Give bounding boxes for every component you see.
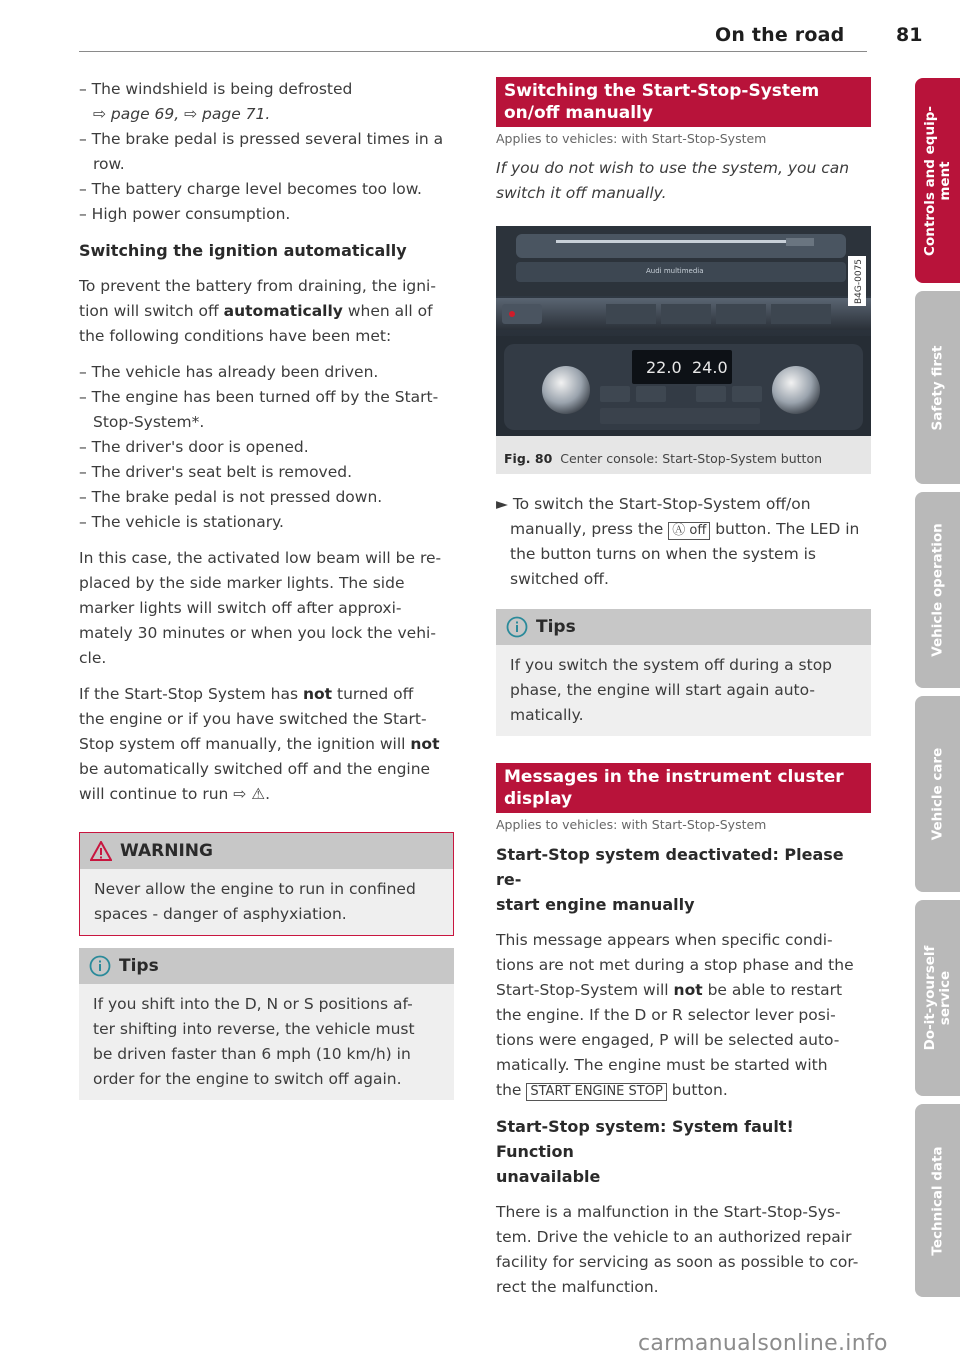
paragraph-line: tions were engaged, P will be selected auto- bbox=[496, 1031, 840, 1049]
paragraph-line: marker lights will switch off after approxi- bbox=[79, 599, 402, 617]
svg-text:22.0: 22.0 bbox=[646, 358, 682, 377]
tab-vehicle-operation[interactable]: Vehicle operation bbox=[915, 492, 960, 688]
tips-box-right bbox=[496, 609, 871, 736]
warning-text-line: spaces - danger of asphyxiation. bbox=[94, 905, 347, 923]
start-engine-stop-key: START ENGINE STOP bbox=[526, 1083, 666, 1101]
figure-80 bbox=[496, 226, 871, 474]
list-item: – The brake pedal is not pressed down. bbox=[79, 488, 383, 506]
tips-text-line: matically. bbox=[510, 706, 584, 724]
tips-title: Tips bbox=[119, 956, 159, 976]
paragraph-line: This message appears when specific condi- bbox=[496, 931, 833, 949]
applies-note: Applies to vehicles: with Start-Stop-System bbox=[496, 817, 767, 832]
tips-box bbox=[79, 948, 454, 1100]
tips-text-line: phase, the engine will start again auto- bbox=[510, 681, 815, 699]
tips-text-line: If you shift into the D, N or S positions af- bbox=[93, 995, 413, 1013]
svg-text:Audi multimedia: Audi multimedia bbox=[646, 267, 704, 275]
center-console-photo bbox=[496, 226, 871, 436]
paragraph-line: There is a malfunction in the Start-Stop-Sys- bbox=[496, 1203, 841, 1221]
paragraph-line: be automatically switched off and the engine bbox=[79, 760, 431, 778]
warning-title: WARNING bbox=[120, 841, 213, 861]
step-line: ► To switch the Start-Stop-System off/on bbox=[496, 495, 811, 513]
tips-header bbox=[79, 948, 454, 984]
paragraph-line: the engine. If the D or R selector lever posi- bbox=[496, 1006, 836, 1024]
list-item: – The brake pedal is pressed several times in a bbox=[79, 130, 444, 148]
paragraph-line: the START ENGINE STOP button. bbox=[496, 1081, 728, 1099]
header-rule bbox=[79, 51, 867, 52]
paragraph-line: placed by the side marker lights. The side bbox=[79, 574, 405, 592]
list-item: – The vehicle has already been driven. bbox=[79, 363, 379, 381]
svg-text:24.0: 24.0 bbox=[692, 358, 728, 377]
intro-line: switch it off manually. bbox=[496, 184, 667, 202]
message-heading: Start-Stop system deactivated: Please re- bbox=[496, 845, 844, 889]
list-item: – The battery charge level becomes too low. bbox=[79, 180, 422, 198]
tab-technical-data[interactable]: Technical data bbox=[915, 1104, 960, 1297]
page-reference-link[interactable]: ⇨ page 69, ⇨ page 71. bbox=[93, 105, 271, 123]
tab-controls-and-equipment[interactable]: Controls and equip- ment bbox=[915, 78, 960, 283]
paragraph-line: mately 30 minutes or when you lock the vehi- bbox=[79, 624, 436, 642]
paragraph-line: the following conditions have been met: bbox=[79, 327, 392, 345]
paragraph-line: cle. bbox=[79, 649, 107, 667]
paragraph-line: tem. Drive the vehicle to an authorized repair bbox=[496, 1228, 852, 1246]
list-item: – The engine has been turned off by the Start- bbox=[79, 388, 439, 406]
intro-line: If you do not wish to use the system, you can bbox=[496, 159, 850, 177]
list-item: – The driver's seat belt is removed. bbox=[79, 463, 353, 481]
paragraph-line: tion will switch off automatically when all of bbox=[79, 302, 433, 320]
list-item-cont: Stop-System*. bbox=[93, 413, 205, 431]
tips-title: Tips bbox=[536, 617, 576, 637]
warning-triangle-icon bbox=[90, 841, 112, 861]
warning-box bbox=[79, 832, 454, 936]
paragraph-line: will continue to run ⇨ ⚠. bbox=[79, 785, 271, 803]
paragraph-line: facility for servicing as soon as possible to cor- bbox=[496, 1253, 859, 1271]
tab-safety-first[interactable]: Safety first bbox=[915, 291, 960, 484]
list-item: – The driver's door is opened. bbox=[79, 438, 309, 456]
info-icon bbox=[506, 616, 528, 638]
applies-note: Applies to vehicles: with Start-Stop-System bbox=[496, 131, 767, 146]
paragraph-line: matically. The engine must be started with bbox=[496, 1056, 828, 1074]
section-title-startstop: Switching the Start-Stop-System on/off manually bbox=[496, 77, 871, 127]
step-line: manually, press the Ⓐ off button. The LED in bbox=[510, 520, 860, 538]
tips-text-line: order for the engine to switch off again. bbox=[93, 1070, 402, 1088]
paragraph-line: In this case, the activated low beam will be re- bbox=[79, 549, 442, 567]
paragraph-line: Start-Stop-System will not be able to restart bbox=[496, 981, 843, 999]
list-item-cont: row. bbox=[93, 155, 125, 173]
tips-header bbox=[496, 609, 871, 645]
paragraph-line: rect the malfunction. bbox=[496, 1278, 659, 1296]
tips-text-line: be driven faster than 6 mph (10 km/h) in bbox=[93, 1045, 411, 1063]
paragraph-line: the engine or if you have switched the Start- bbox=[79, 710, 427, 728]
tips-text-line: If you switch the system off during a stop bbox=[510, 656, 833, 674]
tips-text-line: ter shifting into reverse, the vehicle must bbox=[93, 1020, 415, 1038]
paragraph-line: Stop system off manually, the ignition will not bbox=[79, 735, 440, 753]
figure-caption: Fig. 80 Center console: Start-Stop-System button bbox=[504, 451, 823, 466]
section-title-messages: Messages in the instrument cluster display bbox=[496, 763, 871, 813]
paragraph-line: If the Start-Stop System has not turned off bbox=[79, 685, 414, 703]
list-item: – The windshield is being defrosted bbox=[79, 80, 353, 98]
paragraph-line: To prevent the battery from draining, the igni- bbox=[79, 277, 436, 295]
left-column bbox=[79, 77, 454, 1100]
warning-header bbox=[80, 833, 453, 869]
page-number: 81 bbox=[896, 24, 923, 46]
paragraph-line: tions are not met during a stop phase and the bbox=[496, 956, 854, 974]
message-heading: unavailable bbox=[496, 1167, 601, 1186]
step-line: the button turns on when the system is bbox=[510, 545, 816, 563]
warning-body bbox=[80, 869, 453, 935]
message-heading: start engine manually bbox=[496, 895, 695, 914]
right-column bbox=[496, 77, 871, 1300]
section-heading: Switching the ignition automatically bbox=[79, 241, 407, 260]
watermark-url: carmanualsonline.info bbox=[638, 1331, 888, 1356]
list-item: – The vehicle is stationary. bbox=[79, 513, 284, 531]
step-line: switched off. bbox=[510, 570, 609, 588]
page-section-title: On the road bbox=[715, 24, 845, 46]
tab-do-it-yourself-service[interactable]: Do-it-yourself service bbox=[915, 900, 960, 1096]
warning-text-line: Never allow the engine to run in confined bbox=[94, 880, 416, 898]
tips-body bbox=[496, 645, 871, 736]
svg-text:B4G-0075: B4G-0075 bbox=[854, 258, 864, 304]
message-heading: Start-Stop system: System fault! Function bbox=[496, 1117, 794, 1161]
tips-body bbox=[79, 984, 454, 1100]
info-icon bbox=[89, 955, 111, 977]
tab-vehicle-care[interactable]: Vehicle care bbox=[915, 696, 960, 892]
startstop-off-button-key: Ⓐ off bbox=[668, 522, 710, 540]
list-item: – High power consumption. bbox=[79, 205, 291, 223]
